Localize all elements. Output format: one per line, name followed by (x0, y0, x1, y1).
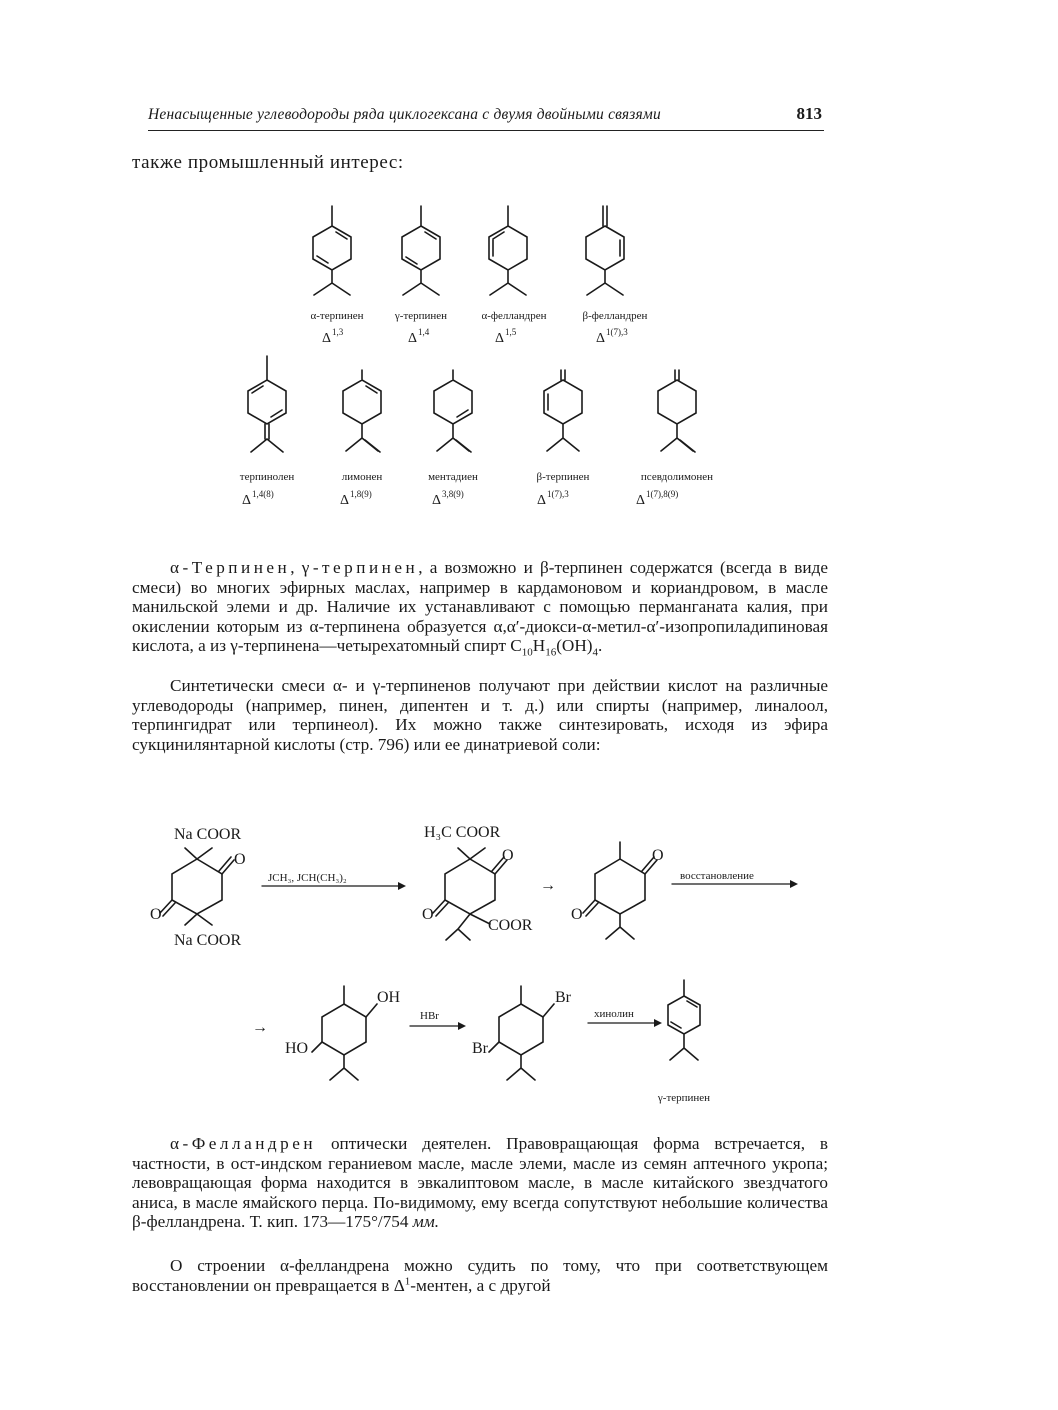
svg-text:Δ: Δ (636, 493, 646, 508)
paragraph-4: О строении α-фелландрена можно судить по тому, что при соответствующем восстановлении он превращается в $\Delta^1$-ментен, а с другой (132, 1256, 828, 1295)
svg-text:O: O (502, 847, 514, 864)
scheme-arrow-1 (262, 872, 406, 890)
scheme-molecule-5 (472, 986, 572, 1080)
structure-menthadiene (434, 370, 472, 452)
scheme-arrow-4: → (252, 1019, 268, 1036)
svg-text:3,8(9): 3,8(9) (442, 489, 464, 499)
paragraph-3: α-Фелландрен оптически деятелен. Правовращающая форма встречается, в частности, в ост-индском гераниевом масле, масле элеми, масле из семян аптечного укропа; левовращающая форма находится в эвкалиптовом масле, в масле китайского звездчатого аниса, в масле ямайского перца. По-видимому, ему всегда сопутствуют небольшие количества β-фелландрена. Т. кип. 173—175°/754 мм. (132, 1134, 828, 1232)
page-number: 813 (796, 104, 822, 123)
svg-text:γ-терпинен: γ-терпинен (657, 1092, 711, 1104)
delta-row2 (242, 489, 678, 508)
scheme-molecule-4 (285, 986, 401, 1080)
scheme-molecule-2 (422, 824, 533, 940)
label-alpha-terpinene: α-терпинен (310, 310, 364, 322)
synthesis-scheme (0, 812, 1058, 1112)
svg-text:O: O (571, 906, 583, 923)
svg-text:H₃C COOR: H₃C COOR (424, 824, 501, 841)
svg-text:Δ: Δ (322, 331, 332, 346)
svg-text:OH: OH (377, 989, 401, 1006)
svg-text:JCH₃, JCH(CH₃)₂: JCH₃, JCH(CH₃)₂ (268, 872, 347, 884)
svg-text:Δ: Δ (340, 493, 350, 508)
label-terpinolene: терпинолен (239, 471, 295, 483)
svg-text:Br: Br (555, 989, 571, 1006)
svg-text:1,8(9): 1,8(9) (350, 489, 372, 499)
scheme-molecule-3 (571, 842, 664, 939)
svg-text:Δ: Δ (596, 331, 606, 346)
svg-text:1,4: 1,4 (418, 327, 430, 337)
intro-line: также промышленный интерес: (132, 152, 404, 173)
svg-text:восстановление: восстановление (680, 870, 754, 882)
scheme-arrow-3 (672, 870, 798, 888)
svg-text:O: O (234, 851, 246, 868)
running-title: Ненасыщенные углеводороды ряда циклогексана с двумя двойными связями (148, 106, 661, 123)
svg-text:O: O (150, 906, 162, 923)
svg-text:Δ: Δ (537, 493, 547, 508)
svg-text:Br: Br (472, 1040, 488, 1057)
label-beta-phellandrene: β-фелландрен (582, 310, 648, 322)
label-beta-terpinene: β-терпинен (536, 471, 590, 483)
structure-alpha-terpinene (313, 206, 351, 295)
svg-text:Δ: Δ (495, 331, 505, 346)
svg-text:COOR: COOR (488, 917, 533, 934)
structure-pseudolimonene (658, 370, 696, 452)
structure-beta-phellandrene (586, 206, 624, 295)
scheme-product-gamma-terpinene (657, 980, 710, 1104)
structure-alpha-phellandrene (489, 206, 527, 295)
svg-text:HBr: HBr (420, 1010, 439, 1022)
svg-text:Δ: Δ (242, 493, 252, 508)
svg-text:Na COOR: Na COOR (174, 932, 242, 949)
svg-text:1(7),8(9): 1(7),8(9) (646, 489, 679, 499)
structure-gamma-terpinene (402, 206, 440, 295)
label-pseudolimonene: псевдолимонен (640, 471, 714, 483)
delta-row1 (322, 327, 628, 346)
svg-text:1,5: 1,5 (505, 327, 517, 337)
structure-limonene (343, 370, 381, 452)
svg-text:O: O (422, 906, 434, 923)
running-header (148, 104, 824, 131)
svg-text:1,3: 1,3 (332, 327, 344, 337)
svg-text:Δ: Δ (432, 493, 442, 508)
paragraph-1: α-Терпинен, γ-терпинен, а возможно и β-терпинен содержатся (всегда в виде смеси) во многих эфирных маслах, например в кардамоновом и кориандровом, в масле манильской элеми и др. Наличие их устанавливают с помощью перманганата калия, при окислении которым из α-терпинена образуется α,α′-диокси-α-метил-α′-изопропиладипиновая кислота, а из γ-терпинена—четырехатомный спирт $C_{10}H_{16}(OH)_4$. (132, 558, 828, 659)
svg-text:Na COOR: Na COOR (174, 826, 242, 843)
svg-text:1(7),3: 1(7),3 (547, 489, 569, 499)
label-menthadiene: ментадиен (428, 471, 478, 483)
svg-text:O: O (652, 847, 664, 864)
svg-text:хинолин: хинолин (594, 1008, 634, 1020)
scheme-arrow-6 (588, 1008, 662, 1027)
svg-text:HO: HO (285, 1040, 309, 1057)
label-alpha-phellandrene: α-фелландрен (481, 310, 547, 322)
svg-text:1,4(8): 1,4(8) (252, 489, 274, 499)
paragraph-2: Синтетически смеси α- и γ-терпиненов получают при действии кислот на различные углеводороды (например, пинен, дипентен и т. д.) или спирты (например, линалоол, терпингидрат или терпинеол). Их можно также синтезировать, исходя из эфира сукцинилянтарной кислоты (стр. 796) или ее динатриевой соли: (132, 676, 828, 754)
label-limonene: лимонен (341, 471, 383, 483)
terpene-structures (0, 180, 1058, 520)
structure-beta-terpinene (544, 370, 582, 451)
scheme-arrow-5 (410, 1010, 466, 1030)
structure-terpinolene (248, 356, 286, 452)
scheme-arrow-2: → (540, 877, 556, 894)
svg-text:Δ: Δ (408, 331, 418, 346)
label-gamma-terpinene: γ-терпинен (394, 310, 448, 322)
svg-text:1(7),3: 1(7),3 (606, 327, 628, 337)
scheme-molecule-1 (150, 826, 246, 949)
